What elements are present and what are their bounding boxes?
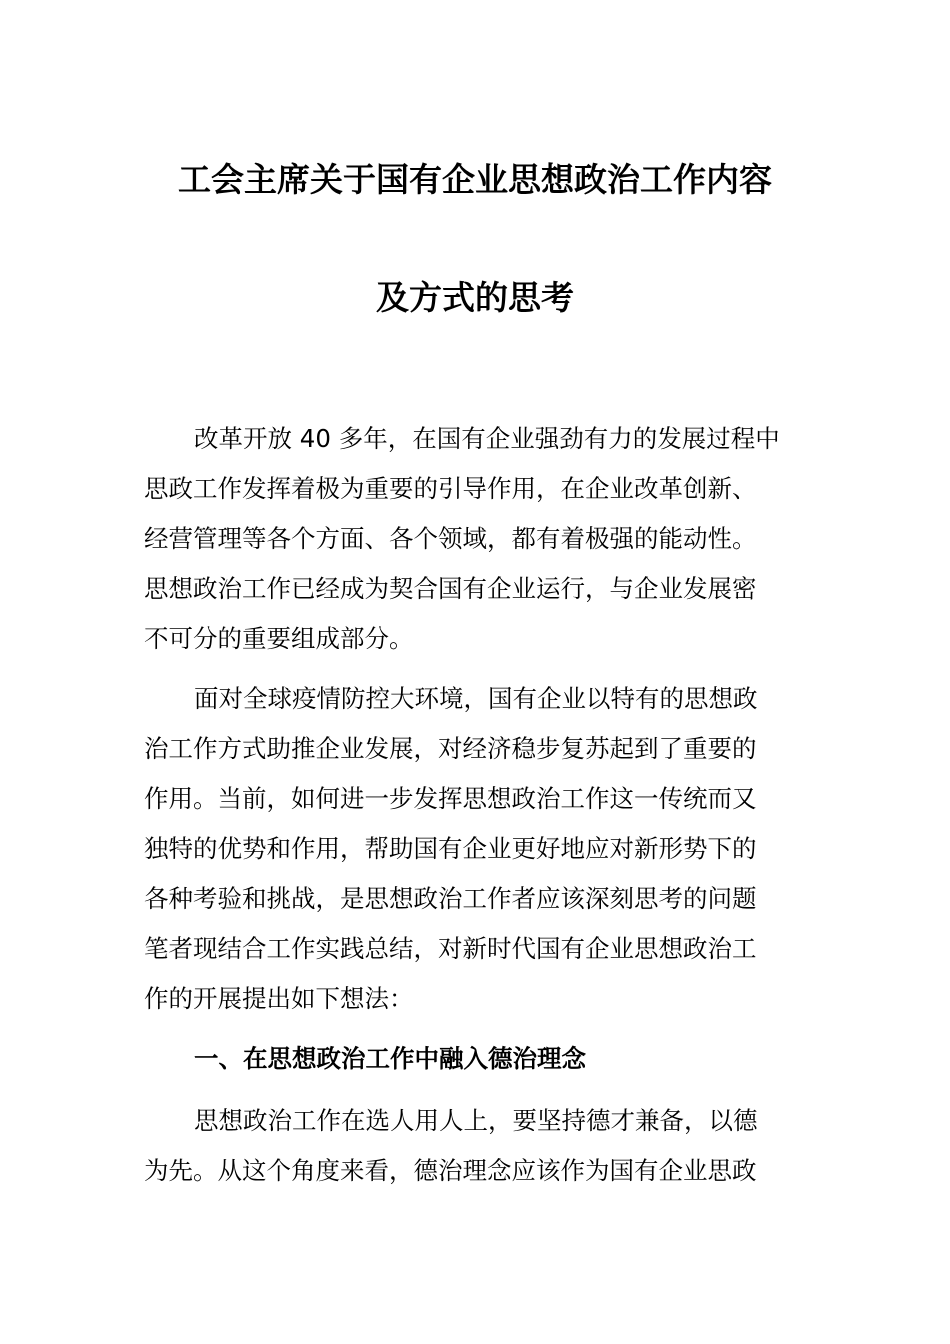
paragraph-2-line: 独特的优势和作用，帮助国有企业更好地应对新形势下的 — [144, 834, 757, 863]
paragraph-2-line: 面对全球疫情防控大环境，国有企业以特有的思想政 — [194, 684, 758, 713]
paragraph-2-line: 笔者现结合工作实践总结，对新时代国有企业思想政治工 — [144, 934, 757, 963]
paragraph-2-line: 治工作方式助推企业发展，对经济稳步复苏起到了重要的 — [144, 734, 757, 763]
paragraph-3-line: 思想政治工作在选人用人上，要坚持德才兼备，以德 — [194, 1106, 758, 1135]
document-title-line-2: 及方式的思考 — [376, 278, 574, 317]
paragraph-2 — [144, 674, 806, 1024]
paragraph-1-line: 不可分的重要组成部分。 — [144, 624, 414, 653]
paragraph-2-line: 作用。当前，如何进一步发挥思想政治工作这一传统而又 — [144, 784, 757, 813]
document-title-line-1: 工会主席关于国有企业思想政治工作内容 — [178, 160, 772, 199]
paragraph-1-line: 经营管理等各个方面、各个领域，都有着极强的能动性。 — [144, 524, 757, 553]
paragraph-2-line: 作的开展提出如下想法： — [144, 984, 414, 1013]
section-heading — [144, 1034, 806, 1084]
paragraph-2-line: 各种考验和挑战，是思想政治工作者应该深刻思考的问题 — [144, 884, 757, 913]
paragraph-1 — [144, 414, 806, 664]
paragraph-1-line: 改革开放 40 多年，在国有企业强劲有力的发展过程中 — [194, 424, 780, 453]
paragraph-3-line: 为先。从这个角度来看，德治理念应该作为国有企业思政 — [144, 1156, 757, 1185]
paragraph-1-line: 思政工作发挥着极为重要的引导作用，在企业改革创新、 — [144, 474, 757, 503]
paragraph-3 — [144, 1096, 806, 1196]
paragraph-1-line: 思想政治工作已经成为契合国有企业运行，与企业发展密 — [144, 574, 757, 603]
section-heading-text: 一、在思想政治工作中融入德治理念 — [194, 1044, 586, 1073]
